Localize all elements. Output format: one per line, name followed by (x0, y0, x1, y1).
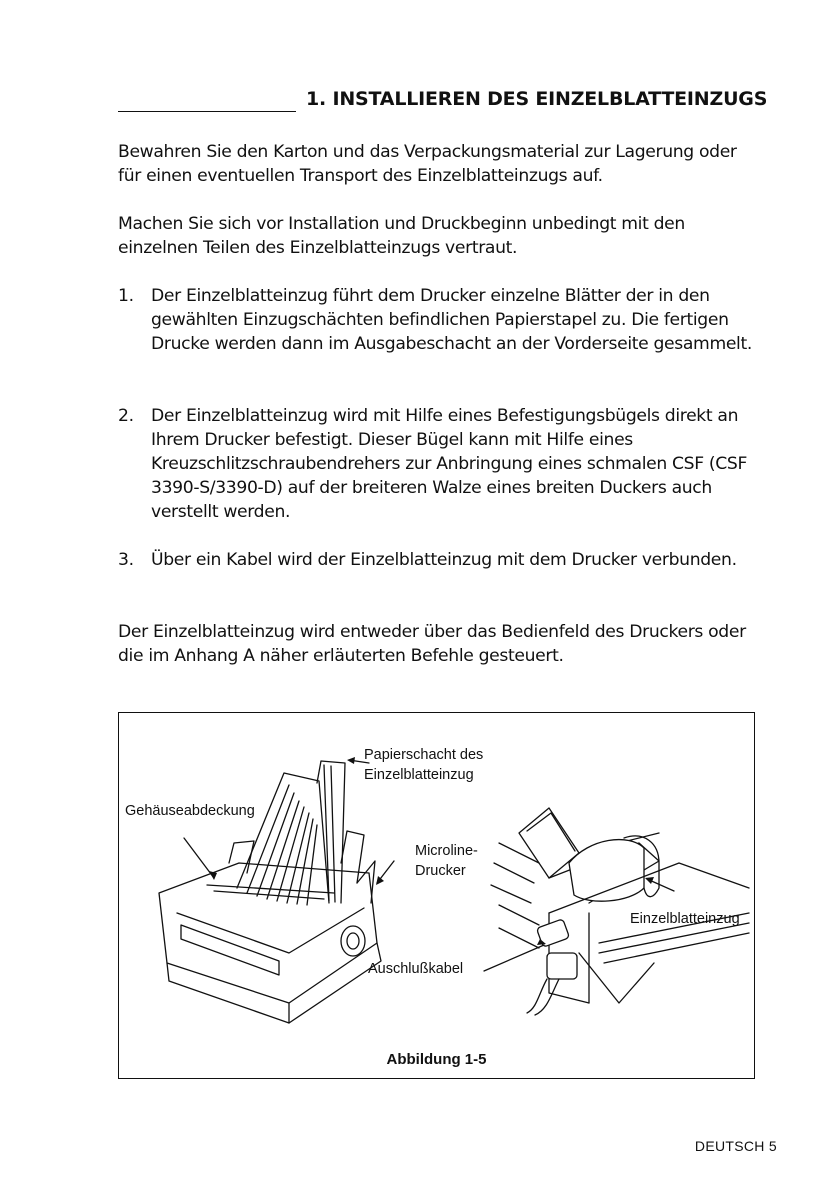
list-number: 2. (118, 406, 134, 426)
figure-caption: Abbildung 1-5 (386, 1051, 487, 1068)
list-number: 3. (118, 550, 134, 570)
label-paper-tray: Papierschacht des Einzelblatteinzug (364, 747, 484, 783)
list-text: Der Einzelblatteinzug wird mit Hilfe eines Befestigungsbügels direkt an Ihrem Drucker befestigt. Dieser Bügel kann mit Hilfe eines Kreuzschlitzschraubendrehers zur Anbringung eines schmalen CSF (CSF 3390-S/3390-D) auf der breiteren Walze eines breiten Duckers auch verstellt werden. (151, 406, 747, 522)
label-printer: Microline- Drucker (415, 843, 478, 879)
list-number: 1. (118, 286, 134, 306)
page-number: 5 (768, 1138, 777, 1154)
label-cover: Gehäuseabdeckung (125, 803, 255, 819)
intro-paragraph-2: Machen Sie sich vor Installation und Druckbeginn unbedingt mit den einzelnen Teilen des Einzelblatteinzugs vertraut. (118, 214, 685, 258)
section-title: INSTALLIEREN DES EINZELBLATTEINZUGS (332, 88, 768, 110)
section-heading (306, 88, 767, 110)
heading-rule (118, 111, 296, 112)
footer-language: DEUTSCH (694, 1138, 765, 1154)
figure-box (118, 712, 755, 1079)
list-text: Der Einzelblatteinzug führt dem Drucker einzelne Blätter der in den gewählten Einzugschächten befindlichen Papierstapel zu. Die fertigen Drucke werden dann im Ausgabeschacht an der Vorderseite gesammelt. (151, 286, 752, 354)
label-feeder: Einzelblatteinzug (630, 911, 740, 927)
intro-paragraph-1: Bewahren Sie den Karton und das Verpackungsmaterial zur Lagerung oder für einen eventuellen Transport des Einzelblatteinzugs auf. (118, 142, 737, 186)
label-cable: Auschlußkabel (368, 961, 464, 977)
closing-paragraph: Der Einzelblatteinzug wird entweder über das Bedienfeld des Druckers oder die im Anhang A näher erläuterten Befehle gesteuert. (118, 622, 746, 666)
section-number: 1. (306, 88, 327, 110)
list-text: Über ein Kabel wird der Einzelblatteinzug mit dem Drucker verbunden. (151, 550, 737, 570)
page-footer (695, 1138, 777, 1154)
